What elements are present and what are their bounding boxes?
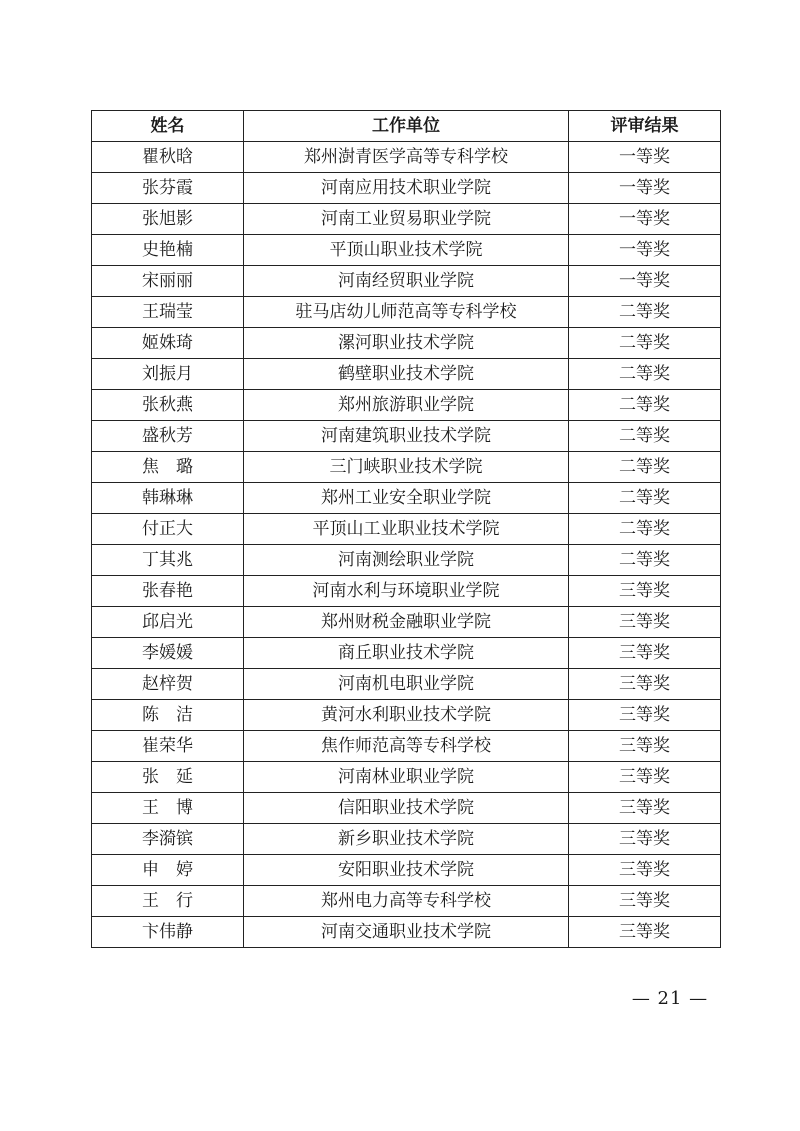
table-row <box>92 824 721 855</box>
cell-name: 付正大 <box>92 514 244 545</box>
cell-work-unit: 商丘职业技术学院 <box>244 638 569 669</box>
cell-result: 一等奖 <box>569 235 721 266</box>
table-row <box>92 638 721 669</box>
table-row <box>92 452 721 483</box>
cell-name: 王瑞莹 <box>92 297 244 328</box>
table-row <box>92 762 721 793</box>
header-work-unit: 工作单位 <box>244 111 569 142</box>
cell-name: 瞿秋晗 <box>92 142 244 173</box>
cell-work-unit: 焦作师范高等专科学校 <box>244 731 569 762</box>
cell-name: 李媛媛 <box>92 638 244 669</box>
table-row <box>92 297 721 328</box>
cell-name: 赵梓贺 <box>92 669 244 700</box>
cell-name: 焦 璐 <box>92 452 244 483</box>
cell-name: 张春艳 <box>92 576 244 607</box>
table-row <box>92 669 721 700</box>
cell-name: 卞伟静 <box>92 917 244 948</box>
cell-work-unit: 河南机电职业学院 <box>244 669 569 700</box>
cell-result: 三等奖 <box>569 607 721 638</box>
cell-work-unit: 黄河水利职业技术学院 <box>244 700 569 731</box>
table-row <box>92 173 721 204</box>
cell-result: 二等奖 <box>569 421 721 452</box>
cell-work-unit: 信阳职业技术学院 <box>244 793 569 824</box>
table-row <box>92 545 721 576</box>
cell-name: 丁其兆 <box>92 545 244 576</box>
cell-work-unit: 河南经贸职业学院 <box>244 266 569 297</box>
cell-name: 王 博 <box>92 793 244 824</box>
table-row <box>92 731 721 762</box>
cell-result: 三等奖 <box>569 731 721 762</box>
cell-name: 申 婷 <box>92 855 244 886</box>
cell-work-unit: 河南建筑职业技术学院 <box>244 421 569 452</box>
table-row <box>92 576 721 607</box>
cell-name: 张旭影 <box>92 204 244 235</box>
cell-work-unit: 河南交通职业技术学院 <box>244 917 569 948</box>
cell-name: 崔荣华 <box>92 731 244 762</box>
table-row <box>92 266 721 297</box>
cell-name: 宋丽丽 <box>92 266 244 297</box>
cell-result: 二等奖 <box>569 514 721 545</box>
cell-name: 史艳楠 <box>92 235 244 266</box>
table-header-row <box>92 111 721 142</box>
cell-name: 盛秋芳 <box>92 421 244 452</box>
cell-name: 姬姝琦 <box>92 328 244 359</box>
cell-work-unit: 郑州财税金融职业学院 <box>244 607 569 638</box>
cell-result: 一等奖 <box>569 142 721 173</box>
cell-name: 韩琳琳 <box>92 483 244 514</box>
cell-work-unit: 郑州电力高等专科学校 <box>244 886 569 917</box>
table-row <box>92 793 721 824</box>
cell-work-unit: 新乡职业技术学院 <box>244 824 569 855</box>
table-row <box>92 142 721 173</box>
cell-work-unit: 河南林业职业学院 <box>244 762 569 793</box>
cell-result: 三等奖 <box>569 638 721 669</box>
cell-work-unit: 河南应用技术职业学院 <box>244 173 569 204</box>
cell-result: 二等奖 <box>569 328 721 359</box>
table-row <box>92 421 721 452</box>
cell-result: 三等奖 <box>569 824 721 855</box>
cell-result: 三等奖 <box>569 669 721 700</box>
cell-name: 张秋燕 <box>92 390 244 421</box>
header-result: 评审结果 <box>569 111 721 142</box>
cell-work-unit: 三门峡职业技术学院 <box>244 452 569 483</box>
cell-work-unit: 河南水利与环境职业学院 <box>244 576 569 607</box>
cell-work-unit: 郑州旅游职业学院 <box>244 390 569 421</box>
table-row <box>92 204 721 235</box>
table-row <box>92 607 721 638</box>
cell-result: 三等奖 <box>569 855 721 886</box>
results-table <box>91 110 721 948</box>
cell-work-unit: 河南测绘职业学院 <box>244 545 569 576</box>
cell-result: 三等奖 <box>569 576 721 607</box>
cell-name: 张芬霞 <box>92 173 244 204</box>
cell-work-unit: 平顶山职业技术学院 <box>244 235 569 266</box>
cell-name: 邱启光 <box>92 607 244 638</box>
cell-work-unit: 安阳职业技术学院 <box>244 855 569 886</box>
cell-result: 二等奖 <box>569 483 721 514</box>
cell-work-unit: 平顶山工业职业技术学院 <box>244 514 569 545</box>
cell-name: 李漪镔 <box>92 824 244 855</box>
table-row <box>92 235 721 266</box>
cell-result: 二等奖 <box>569 452 721 483</box>
header-name: 姓名 <box>92 111 244 142</box>
cell-result: 二等奖 <box>569 297 721 328</box>
cell-result: 三等奖 <box>569 886 721 917</box>
cell-result: 三等奖 <box>569 917 721 948</box>
cell-work-unit: 漯河职业技术学院 <box>244 328 569 359</box>
table-row <box>92 390 721 421</box>
table-row <box>92 359 721 390</box>
cell-result: 二等奖 <box>569 390 721 421</box>
cell-result: 一等奖 <box>569 173 721 204</box>
cell-work-unit: 驻马店幼儿师范高等专科学校 <box>244 297 569 328</box>
cell-work-unit: 鹤壁职业技术学院 <box>244 359 569 390</box>
table-row <box>92 700 721 731</box>
table-row <box>92 917 721 948</box>
cell-result: 三等奖 <box>569 762 721 793</box>
table-row <box>92 886 721 917</box>
table-row <box>92 855 721 886</box>
cell-work-unit: 河南工业贸易职业学院 <box>244 204 569 235</box>
cell-work-unit: 郑州工业安全职业学院 <box>244 483 569 514</box>
cell-work-unit: 郑州澍青医学高等专科学校 <box>244 142 569 173</box>
cell-name: 陈 洁 <box>92 700 244 731</box>
table-body <box>92 142 721 948</box>
cell-result: 一等奖 <box>569 266 721 297</box>
cell-result: 二等奖 <box>569 545 721 576</box>
table-row <box>92 514 721 545</box>
page-number: — 21 — <box>631 988 709 1009</box>
table-row <box>92 328 721 359</box>
cell-result: 一等奖 <box>569 204 721 235</box>
cell-result: 二等奖 <box>569 359 721 390</box>
cell-name: 张 延 <box>92 762 244 793</box>
cell-result: 三等奖 <box>569 700 721 731</box>
cell-name: 王 行 <box>92 886 244 917</box>
cell-result: 三等奖 <box>569 793 721 824</box>
cell-name: 刘振月 <box>92 359 244 390</box>
table-row <box>92 483 721 514</box>
